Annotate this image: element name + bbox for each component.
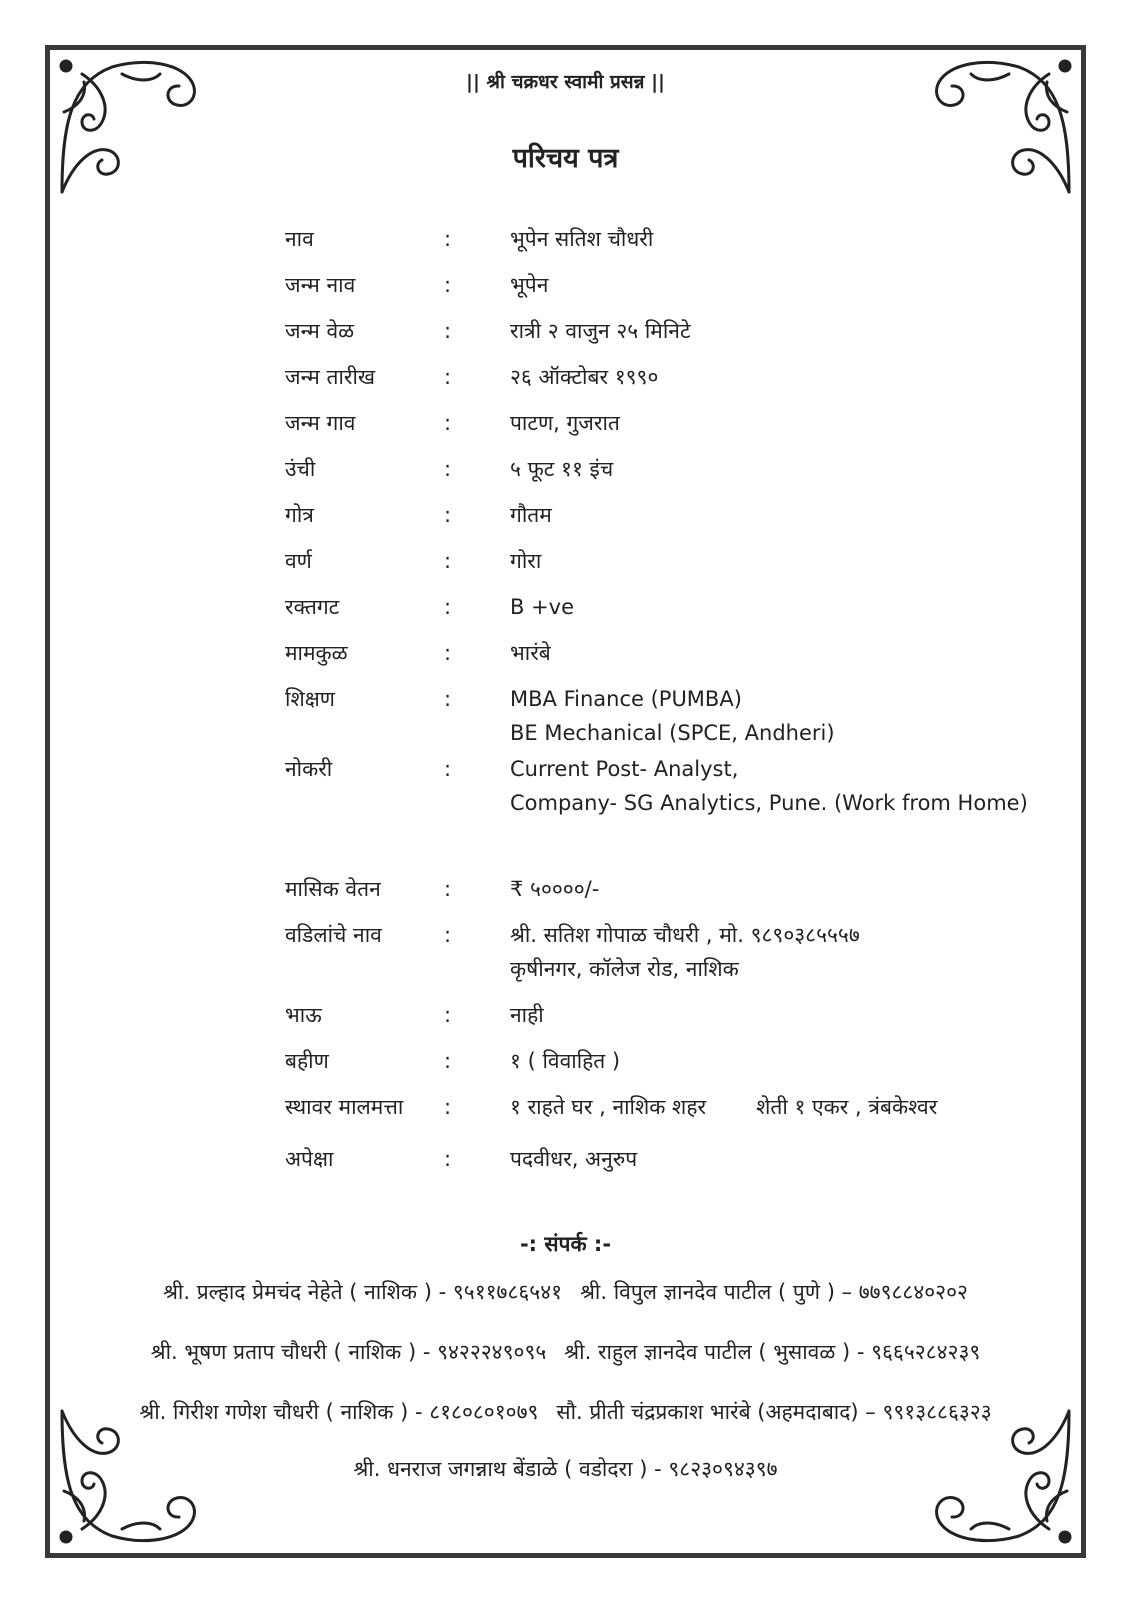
detail-label: जन्म गाव [285, 411, 356, 435]
detail-label: वर्ण [285, 549, 312, 573]
detail-value: भारंबे [510, 641, 551, 665]
detail-value: ₹ ५००००/- [510, 877, 600, 901]
detail-colon: : [444, 1049, 452, 1073]
detail-value: १ ( विवाहित ) [510, 1049, 621, 1073]
contact-entry: सौ. प्रीती चंद्रप्रकाश भारंबे (अहमदाबाद) – ९९१३८८६३२३ [556, 1400, 992, 1424]
detail-value: B +ve [510, 595, 575, 619]
detail-colon: : [444, 923, 452, 947]
contact-line [0, 1455, 1131, 1483]
detail-colon: : [444, 457, 452, 481]
detail-value: रात्री २ वाजुन २५ मिनिटे [510, 319, 691, 343]
detail-label: बहीण [285, 1049, 329, 1073]
detail-label: जन्म तारीख [285, 365, 376, 389]
detail-colon: : [444, 877, 452, 901]
contact-line [0, 1278, 1131, 1306]
detail-label: गोत्र [285, 503, 314, 527]
detail-value: श्री. सतिश गोपाळ चौधरी , मो. ९८९०३८५५५७ कृषीनगर, कॉलेज रोड, नाशिक [510, 923, 860, 981]
contact-entry: श्री. विपुल ज्ञानदेव पाटील ( पुणे ) – ७७९८८४०२०२ [580, 1280, 968, 1304]
detail-value: गोरा [510, 549, 542, 573]
detail-colon: : [444, 273, 452, 297]
detail-label: अपेक्षा [285, 1147, 334, 1171]
contact-entry: श्री. गिरीश गणेश चौधरी ( नाशिक ) - ८१८०८०१०७९ [139, 1400, 539, 1424]
contact-entry: श्री. धनराज जगन्नाथ बेंडाळे ( वडोदरा ) - ९८२३०९४३९७ [353, 1457, 778, 1481]
detail-label: नोकरी [285, 757, 333, 781]
detail-value: पाटण, गुजरात [510, 411, 620, 435]
detail-value [510, 1090, 937, 1124]
detail-label: जन्म नाव [285, 273, 356, 297]
detail-value: ५ फूट ११ इंच [510, 457, 614, 481]
detail-colon: : [444, 411, 452, 435]
detail-label: शिक्षण [285, 687, 335, 711]
detail-value: Current Post- Analyst, Company- SG Analytics, Pune. (Work from Home) [510, 757, 1028, 815]
detail-value: नाही [510, 1003, 544, 1027]
contact-entry: श्री. प्रल्हाद प्रेमचंद नेहेते ( नाशिक ) - ९५११७८६५४१ [163, 1280, 563, 1304]
detail-colon: : [444, 757, 452, 781]
detail-label: जन्म वेळ [285, 319, 355, 343]
contact-entry: श्री. भूषण प्रताप चौधरी ( नाशिक ) - ९४२२२४९०९५ [150, 1340, 547, 1364]
contact-line [0, 1338, 1131, 1366]
detail-colon: : [444, 1003, 452, 1027]
detail-value: MBA Finance (PUMBA) BE Mechanical (SPCE, Andheri) [510, 687, 835, 745]
detail-value: भूपेन [510, 273, 549, 297]
detail-colon: : [444, 549, 452, 573]
blessing-line: || श्री चक्रधर स्वामी प्रसन्न || [466, 71, 665, 93]
detail-colon: : [444, 641, 452, 665]
detail-value: २६ ऑक्टोबर १९९० [510, 365, 659, 389]
detail-colon: : [444, 687, 452, 711]
page-title: परिचय पत्र [512, 143, 619, 174]
detail-value: पदवीधर, अनुरुप [510, 1147, 638, 1171]
detail-label: मासिक वेतन [285, 877, 381, 901]
detail-label: मामकुळ [285, 641, 348, 665]
detail-value: भूपेन सतिश चौधरी [510, 227, 654, 251]
detail-colon: : [444, 503, 452, 527]
contact-entry: श्री. राहुल ज्ञानदेव पाटील ( भुसावळ ) - ९६६५२८४२३९ [564, 1340, 981, 1364]
detail-colon: : [444, 227, 452, 251]
property-farm: शेती १ एकर , त्रंबकेश्वर [756, 1095, 938, 1119]
detail-colon: : [444, 1147, 452, 1171]
detail-label: वडिलांचे नाव [285, 923, 382, 947]
detail-label: उंची [285, 457, 316, 481]
detail-label: रक्तगट [285, 595, 340, 619]
property-house: १ राहते घर , नाशिक शहर [510, 1095, 707, 1119]
detail-value: गौतम [510, 503, 552, 527]
contact-line [0, 1398, 1131, 1426]
detail-colon: : [444, 365, 452, 389]
detail-colon: : [444, 595, 452, 619]
detail-label: स्थावर मालमत्ता [285, 1095, 404, 1119]
detail-label: नाव [285, 227, 314, 251]
detail-label: भाऊ [285, 1003, 322, 1027]
detail-colon: : [444, 1095, 452, 1119]
detail-colon: : [444, 319, 452, 343]
contact-heading: -: संपर्क :- [519, 1232, 612, 1256]
